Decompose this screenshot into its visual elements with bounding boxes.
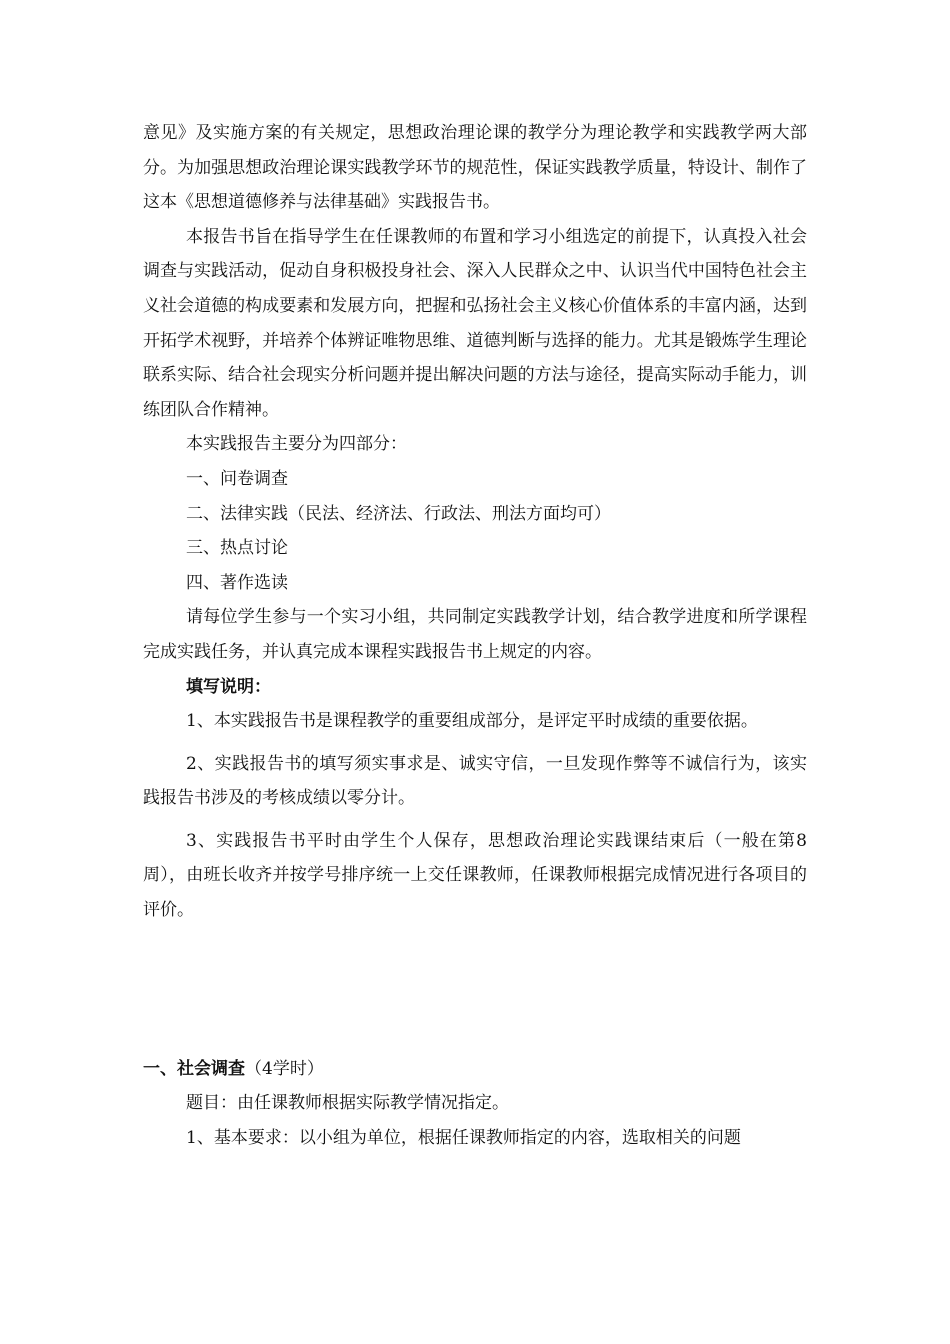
section-title: 一、社会调查 [143, 1058, 245, 1079]
section-requirement: 1、基本要求：以小组为单位，根据任课教师指定的内容，选取相关的问题 [186, 1127, 741, 1148]
intro-paragraph-continuation: 意见》及实施方案的有关规定，思想政治理论课的教学分为理论教学和实践教学两大部分。为加强思想政治理论课实践教学环节的规范性，保证实践教学质量，特设计、制作了这本《思想道德修养与法律基础》实践报告书。 [143, 123, 807, 213]
part-item-reading: 四、著作选读 [186, 572, 288, 593]
paragraph-gap [143, 739, 807, 747]
intro-paragraph-request: 请每位学生参与一个实习小组，共同制定实践教学计划，结合教学进度和所学课程完成实践任务，并认真完成本课程实践报告书上规定的内容。 [143, 607, 807, 662]
instruction-item-3: 3、实践报告书平时由学生个人保存，思想政治理论实践课结束后（一般在第8周），由班长收齐并按学号排序统一上交任课教师，任课教师根据完成情况进行各项目的评价。 [143, 830, 807, 921]
instruction-item-1: 1、本实践报告书是课程教学的重要组成部分，是评定平时成绩的重要依据。 [186, 711, 758, 732]
document-body [143, 116, 807, 1155]
part-item-questionnaire: 一、问卷调查 [186, 468, 288, 489]
instruction-item-2: 2、实践报告书的填写须实事求是、诚实守信，一旦发现作弊等不诚信行为，该实践报告书涉及的考核成绩以零分计。 [143, 753, 807, 809]
section-topic: 题目：由任课教师根据实际教学情况指定。 [186, 1093, 509, 1114]
section-spacer [143, 928, 807, 1052]
section-hours: （4学时） [245, 1058, 324, 1079]
section-heading-social-survey [143, 1052, 807, 1087]
parts-intro: 本实践报告主要分为四部分： [186, 434, 407, 455]
part-item-hot-topics: 三、热点讨论 [186, 538, 288, 559]
paragraph-gap [143, 816, 807, 824]
part-item-law-practice: 二、法律实践（民法、经济法、行政法、刑法方面均可） [186, 503, 611, 524]
intro-paragraph-purpose: 本报告书旨在指导学生在任课教师的布置和学习小组选定的前提下，认真投入社会调查与实践活动，促动自身积极投身社会、深入人民群众之中、认识当代中国特色社会主义社会道德的构成要素和发展方向，把握和弘扬社会主义核心价值体系的丰富内涵，达到开拓学术视野，并培养个体辨证唯物思维、道德判断与选择的能力。尤其是锻炼学生理论联系实际、结合社会现实分析问题并提出解决问题的方法与途径，提高实际动手能力，训练团队合作精神。 [143, 226, 807, 420]
instructions-title: 填写说明： [186, 676, 271, 697]
